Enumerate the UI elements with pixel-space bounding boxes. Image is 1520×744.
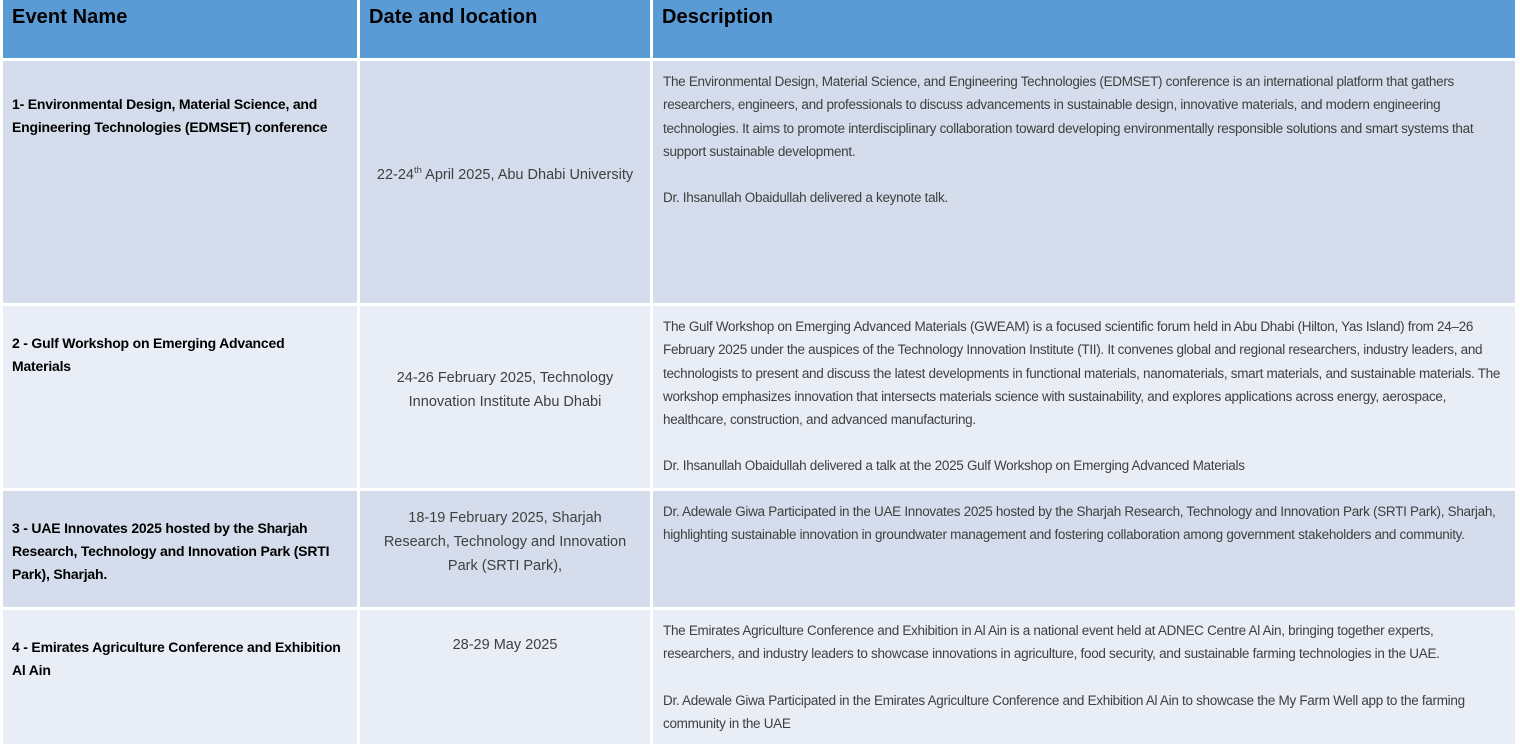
date-text: 18-19 February 2025, Sharjah Research, Technology and Innovation Park (SRTI Park), — [383, 510, 627, 574]
table-row-uae-innovates — [3, 491, 1515, 607]
description-cell — [653, 61, 1515, 303]
description-paragraph: The Emirates Agriculture Conference and Exhibition in Al Ain is a national event held at ADNEC Centre Al Ain, bringing together experts, researchers, and industry leaders to showcase innovations in agriculture, food security, and sustainable farming technologies in the UAE. — [663, 623, 1440, 662]
description-paragraph: Dr. Adewale Giwa Participated in the UAE Innovates 2025 hosted by the Sharjah Research, Technology and Innovation Park (SRTI Park), Sharjah, highlighting sustainable innovation in groundwater management and fostering collaboration among government stakeholders and community. — [663, 504, 1496, 543]
description-paragraph: Dr. Adewale Giwa Participated in the Emirates Agriculture Conference and Exhibition Al Ain to showcase the My Farm Well app to the farming community in the UAE — [663, 692, 1465, 731]
description-paragraph: Dr. Ihsanullah Obaidullah delivered a keynote talk. — [663, 190, 948, 206]
column-header-event-name: Event Name — [3, 0, 357, 58]
description-paragraph: The Gulf Workshop on Emerging Advanced Materials (GWEAM) is a focused scientific forum held in Abu Dhabi (Hilton, Yas Island) from 24–26 February 2025 under the auspices of the Technology Innovation Institute (TII). It convenes global and regional researchers, industry leaders, and technologists to present and discuss the latest developments in functional materials, nanomaterials, smart materials, and sustainable materials. The workshop emphasizes innovation that intersects materials science with sustainability, and explores applications across energy, aerospace, healthcare, construction, and advanced manufacturing. — [663, 319, 1501, 428]
description-cell — [653, 610, 1515, 744]
date-location-cell — [360, 306, 650, 488]
event-name-cell: 3 - UAE Innovates 2025 hosted by the Sharjah Research, Technology and Innovation Park (SRTI Park), Sharjah. — [3, 491, 357, 607]
date-text: 24-26 February 2025, Technology Innovation Institute Abu Dhabi — [396, 370, 614, 410]
description-cell — [653, 491, 1515, 607]
table-row-emirates-agriculture — [3, 610, 1515, 744]
table-row-gulf-workshop — [3, 306, 1515, 488]
event-name-cell: 2 - Gulf Workshop on Emerging Advanced Materials — [3, 306, 357, 488]
description-paragraph: Dr. Ihsanullah Obaidullah delivered a talk at the 2025 Gulf Workshop on Emerging Advanced Materials — [663, 458, 1245, 474]
date-location-cell — [360, 610, 650, 744]
table-header-row — [3, 0, 1515, 58]
column-header-description: Description — [653, 0, 1515, 58]
ordinal-superscript: th — [413, 165, 422, 177]
date-location-cell — [360, 61, 650, 303]
description-cell — [653, 306, 1515, 488]
event-name-cell: 4 - Emirates Agriculture Conference and Exhibition Al Ain — [3, 610, 357, 744]
table-row-edmset-conference — [3, 61, 1515, 303]
column-header-date-location: Date and location — [360, 0, 650, 58]
description-paragraph: The Environmental Design, Material Science, and Engineering Technologies (EDMSET) conference is an international platform that gathers researchers, engineers, and professionals to discuss advancements in sustainable design, innovative materials, and modern engineering technologies. It aims to promote interdisciplinary collaboration toward developing environmentally responsible solutions and smart systems that support sustainable development. — [663, 74, 1474, 159]
date-text: 22-24th April 2025, Abu Dhabi University — [376, 165, 634, 183]
date-location-cell — [360, 491, 650, 607]
date-text: 28-29 May 2025 — [452, 637, 558, 653]
event-name-cell: 1- Environmental Design, Material Science, and Engineering Technologies (EDMSET) conference — [3, 61, 357, 303]
